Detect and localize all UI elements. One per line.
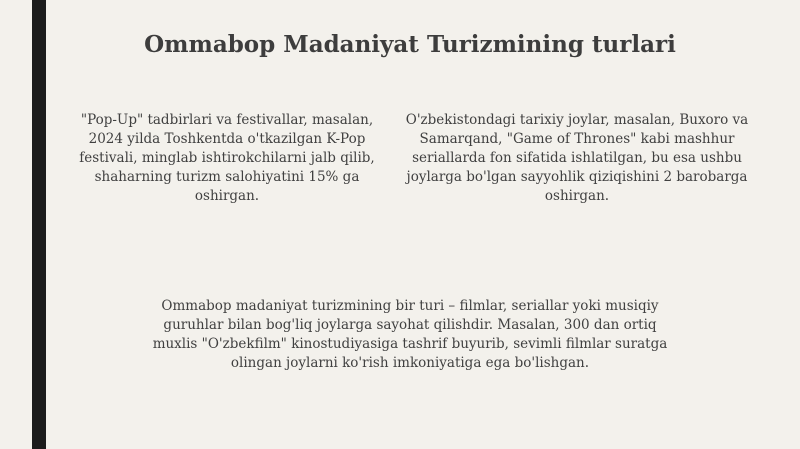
slide-title: Ommabop Madaniyat Turizmining turlari [144,31,676,58]
right-text-block: O'zbekistondagi tarixiy joylar, masalan, Buxoro va Samarqand, "Game of Thrones" kabi mashhur seriallarda fon sifatida ishlatilgan, bu esa ushbu joylarga bo'lgan sayyohlik qiziqishini 2 barobarga oshirgan. [405,112,749,204]
accent-bar [32,0,46,449]
left-text-block: "Pop-Up" tadbirlari va festivallar, masalan, 2024 yilda Toshkentda o'tkazilgan K-Pop festivali, minglab ishtirokchilarni jalb qilib, shaharning turizm salohiyatini 15% ga oshirgan. [79,112,375,204]
bottom-text-block: Ommabop madaniyat turizmining bir turi – filmlar, seriallar yoki musiqiy guruhlar bilan bog'liq joylarga sayohat qilishdir. Masalan, 300 dan ortiq muxlis "O'zbekfilm" kinostudiyasiga tashrif buyurib, sevimli filmlar suratga olingan joylarni ko'rish imkoniyatiga ega bo'lishgan. [152,298,668,371]
